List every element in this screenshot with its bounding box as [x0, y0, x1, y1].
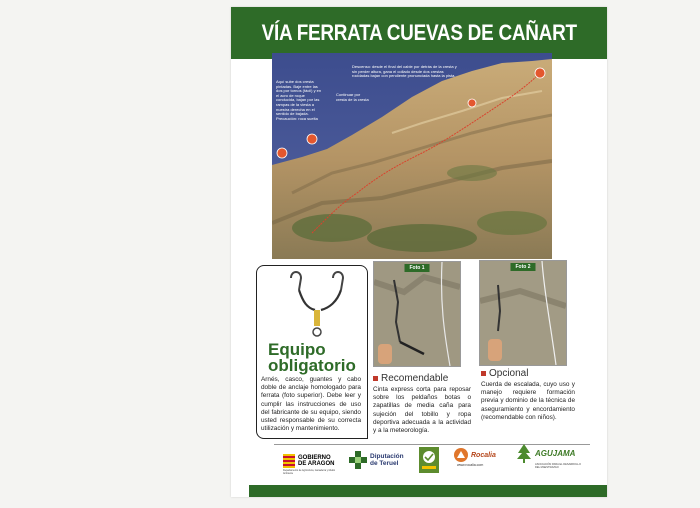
- logo-leader: [419, 447, 439, 478]
- footer-bar: [249, 485, 607, 497]
- title-banner: [231, 7, 607, 59]
- rocalia-url: www.rocalia.com: [457, 463, 484, 467]
- recommended-label: [373, 373, 448, 384]
- photo-2-drawing: [480, 261, 566, 365]
- logo-agujama: [515, 443, 587, 469]
- photo-2: [479, 260, 567, 366]
- lanyard-illustration: [257, 266, 367, 346]
- logo-diputacion-teruel: [349, 451, 404, 469]
- diputacion-line1: Diputación: [370, 453, 404, 460]
- photo-note-mid: Continuar por cresta de la cresta: [336, 92, 369, 102]
- aragon-flag-icon: [283, 454, 295, 468]
- agujama-name: AGUJAMA: [535, 448, 576, 458]
- rocalia-name: Rocalia: [471, 451, 496, 459]
- equipment-heading: Equipo obligatorio: [268, 340, 356, 375]
- equipment-text: Arnés, casco, guantes y cabo doble de anclaje homologado para ferrata (foto superior). Debe leer y cumplir las instrucciones de uso del fabricante de su equipo, siendo usted responsable de su correcta utilización y mantenimiento.: [261, 376, 361, 433]
- recommended-text: Cinta express corta para reposar sobre los peldaños botas o zapatillas de media caña para sujeción del tobillo y ropa deportiva adecuada a la actividad y a la meteorología.: [373, 386, 471, 435]
- diputacion-line2: de Teruel: [370, 460, 399, 467]
- photo-1: [373, 261, 461, 367]
- diputacion-emblem-icon: [349, 451, 367, 469]
- agujama-sub: ASOCIACIÓN PARA EL DESARROLLO DEL MAESTRAZGO: [535, 463, 581, 469]
- optional-marker: [481, 371, 486, 376]
- recommended-label-text: Recomendable: [381, 373, 449, 384]
- optional-text: Cuerda de escalada, cuyo uso y manejo requiere formación previa y dominio de la técnica de aseguramiento y encordamiento (recomendable con niños).: [481, 381, 575, 421]
- photo-1-tag: Foto 1: [405, 264, 430, 272]
- agujama-tree-icon: [515, 443, 533, 463]
- poster-sheet: [231, 7, 607, 497]
- rocalia-icon: [453, 447, 469, 463]
- gobierno-line2: DE ARAGON: [298, 461, 335, 467]
- photo-note-left: Aquí sube dos cresta pintadas. Baje entre las dos por tornos (fácil) y en el acro de roque conducida, bajan por las rampas de la viesta a nuestra derecha en el sentido de bajada. Precaución: roca suelta: [276, 79, 322, 121]
- recommended-marker: [373, 376, 378, 381]
- gobierno-sub: Departamento de Agricultura, Ganadería y Medio Ambiente: [283, 469, 336, 475]
- logo-rocalia: [453, 447, 496, 467]
- gobierno-line1: GOBIERNO: [298, 455, 331, 461]
- logo-gobierno-aragon: [283, 454, 341, 475]
- photo-2-tag: Foto 2: [511, 263, 536, 271]
- optional-label: [481, 368, 528, 379]
- poster-title: VÍA FERRATA CUEVAS DE CAÑART: [261, 20, 577, 45]
- route-photo: [272, 53, 552, 259]
- optional-label-text: Opcional: [489, 368, 529, 379]
- photo-note-top: Descenso: desde el final del cable por detrás de la cresta y sin perder altura, gana el collado desde dos crestas rocidadas bajan con pendiente pronunciada hasta la pista.: [352, 64, 457, 79]
- leader-logo-icon: [419, 447, 439, 473]
- photo-1-drawing: [374, 262, 460, 366]
